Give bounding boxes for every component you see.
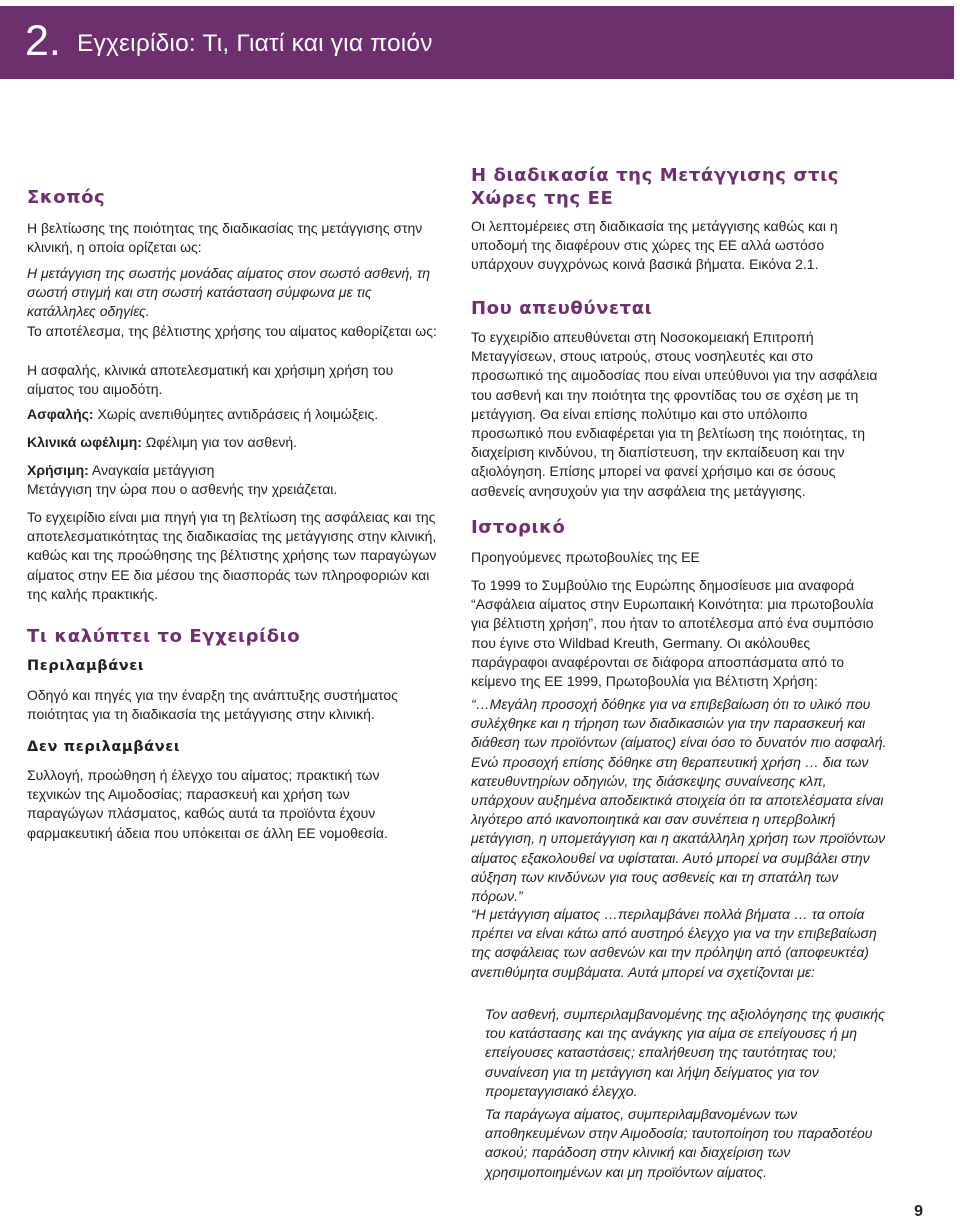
covers-heading: Τι καλύπτει το Εγχειρίδιο [27,626,301,647]
process-text: Οι λεπτομέρειες στη διαδικασία της μετάγγισης καθώς και η υποδομή της διαφέρουν στις χώρες της ΕΕ αλλά ωστόσο υπάρχουν συγχρόνως κοινά βασικά βήματα. Εικόνα 2.1. [471,218,838,273]
clinical-line [27,433,447,452]
history-subheading: Προηγούμενες πρωτοβουλίες της ΕΕ [471,549,700,565]
audience-text: Το εγχειρίδιο απευθύνεται στη Νοσοκομειακή Επιτροπή Μεταγγίσεων, στους ιατρούς, στους νοσηλευτές και στο προσωπικό της αιμοδοσίας που είναι υπεύθυνοι για την ασφάλεια του ασθενή και την ποιότητα της φροντίδας του σε σχέση με τη μετάγγιση. Θα είναι επίσης πολύτιμο και στο υπόλοιπο προσωπικό που ενδιαφέρεται για τη βελτίωση της ποιότητας, τη διαχείριση κινδύνου, τη διαπίστευση, την εκπαίδευση και την αξιολόγηση. Επίσης μπορεί να φανεί χρήσιμο και σε όσους ασθενείς ανησυχούν για την ασφάλεια της μετάγγισης. [471,329,878,499]
chapter-header [0,6,954,79]
useful-label: Χρήσιμη: [27,462,89,478]
quote-1: “…Μεγάλη προσοχή δόθηκε για να επιβεβαίωση ότι το υλικό που συλέχθηκε και η τήρηση των διαδικασιών για την παρασκευή και διάθεση των προϊόντων (αίματος) είναι όσο το δυνατόν πιο ασφαλή. Ενώ προσοχή επίσης δόθηκε στη θεραπευτική χρήση … δια των κατευθυντηρίων οδηγιών, της διάσκεψης συναίνεσης κλπ, υπάρχουν αυξημένα αποδεικτικά στοιχεία ότι τα αποτελέσματα είναι λιγότερο από ικανοποιητικά και σαν συνέπεια η υπερβολική μετάγγιση, η υπομετάγγιση και η ακατάλληλη χρήση των προϊόντων αίματος εξακολουθεί να υφίσταται. Αυτό μπορεί να συμβάλει στην αύξηση των κινδύνων για τους ασθενείς και τη σπατάλη των πόρων.” [471,696,887,905]
audience-heading: Που απευθύνεται [471,298,653,319]
process-heading: Η διαδικασία της Μετάγγισης στις Χώρες της ΕΕ [471,165,839,209]
safe-text: Χωρίς ανεπιθύμητες αντιδράσεις ή λοιμώξεις. [97,406,379,422]
page-number: 9 [914,1203,923,1220]
outcome-text: Το αποτέλεσμα, της βέλτιστης χρήσης του αίματος καθορίζεται ως: [27,323,437,339]
clinical-label: Κλινικά ωφέλιμη: [27,434,142,450]
quote-3: Τον ασθενή, συμπεριλαμβανομένης της αξιολόγησης της φυσικής του κατάστασης και της ανάγκης για αίμα σε επείγουσες ή μη επείγουσες καταστάσεις; επαλήθευση της ταυτότητας του; συναίνεση για τη μετάγγιση και λήψη δείγματος για τον προμεταγγισιακό έλεγχο. [485,1006,885,1099]
excludes-text: Συλλογή, προώθηση ή έλεγχο του αίματος; πρακτική των τεχνικών της Αιμοδοσίας; παρασκευή και χρήση των παραγώγων πλάσματος, καθώς αυτά τα προϊόντα έχουν φαρμακευτική άδεια που υπόκειται σε άλλη ΕΕ νομοθεσία. [27,767,388,841]
quote-4: Τα παράγωγα αίματος, συμπεριλαμβανομένων των αποθηκευμένων στην Αιμοδοσία; ταυτοποίηση του παραδοτέου ασκού; παράδοση στην κλινική και διαχείριση των χρησιμοποιημένων και μη προϊόντων αίματος. [485,1106,873,1180]
clinical-text: Ωφέλιμη για τον ασθενή. [145,434,297,450]
includes-text: Οδηγό και πηγές για την έναρξη της ανάπτυξης συστήματος ποιότητας για τη διαδικασία της μετάγγισης στην κλινική. [27,687,398,723]
scope-definition: Η μετάγγιση της σωστής μονάδας αίματος στον σωστό ασθενή, τη σωστή στιγμή και στη σωστή κατάσταση σύμφωνα με τις κατάλληλες οδηγίες. [27,265,431,320]
useful-text-2: Μετάγγιση την ώρα που ο ασθενής την χρειάζεται. [27,481,338,497]
includes-heading: Περιλαμβάνει [27,658,145,674]
history-heading: Ιστορικό [471,517,566,538]
useful-line [27,461,447,480]
source-paragraph: Το εγχειρίδιο είναι μια πηγή για τη βελτίωση της ασφάλειας και της αποτελεσματικότητας της διαδικασίας της μετάγγισης στην κλινική, καθώς και της προώθησης της βέλτιστης χρήσης των παραγώγων αίματος στην ΕΕ δια μέσου της διασποράς των πληροφοριών και της καλής πρακτικής. [27,509,437,602]
chapter-number: 2. [25,17,61,65]
scope-heading: Σκοπός [27,187,106,208]
excludes-heading: Δεν περιλαμβάνει [27,739,181,755]
history-text: Το 1999 το Συμβούλιο της Ευρώπης δημοσίευσε μια αναφορά “Ασφάλεια αίματος στην Ευρωπαική Κοινότητα: μια πρωτοβουλία για βέλτιστη χρήση”, που ήταν το αποτέλεσμα από ένα συμπόσιο που έγινε στο Wildbad Kreuth, Germany. Οι ακόλουθες παράγραφοι αναφέρονται σε διάφορα αποσπάσματα από το κείμενο της ΕΕ 1999, Πρωτοβουλία για Βέλτιστη Χρήση: [471,577,874,690]
quote-2: “Η μετάγγιση αίματος …περιλαμβάνει πολλά βήματα … τα οποία πρέπει να είναι κάτω από αυστηρό έλεγχο για να την επιβεβαίωση της ασφάλειας των ασθενών και την πρόληψη από (αποφευκτέα) ανεπιθύμητα συμβάματα. Αυτά μπορεί να σχετίζονται με: [471,906,877,980]
safe-label: Ασφαλής: [27,406,94,422]
scope-intro: Η βελτίωσης της ποιότητας της διαδικασίας της μετάγγισης στην κλινική, η οποία ορίζεται ως: [27,220,423,256]
safe-line [27,405,447,424]
outcome-definition: Η ασφαλής, κλινικά αποτελεσματική και χρήσιμη χρήση του αίματος του αιμοδότη. [27,362,394,398]
useful-text: Αναγκαία μετάγγιση [91,462,215,478]
chapter-title: Εγχειρίδιο: Τι, Γιατί και για ποιόν [77,30,433,57]
